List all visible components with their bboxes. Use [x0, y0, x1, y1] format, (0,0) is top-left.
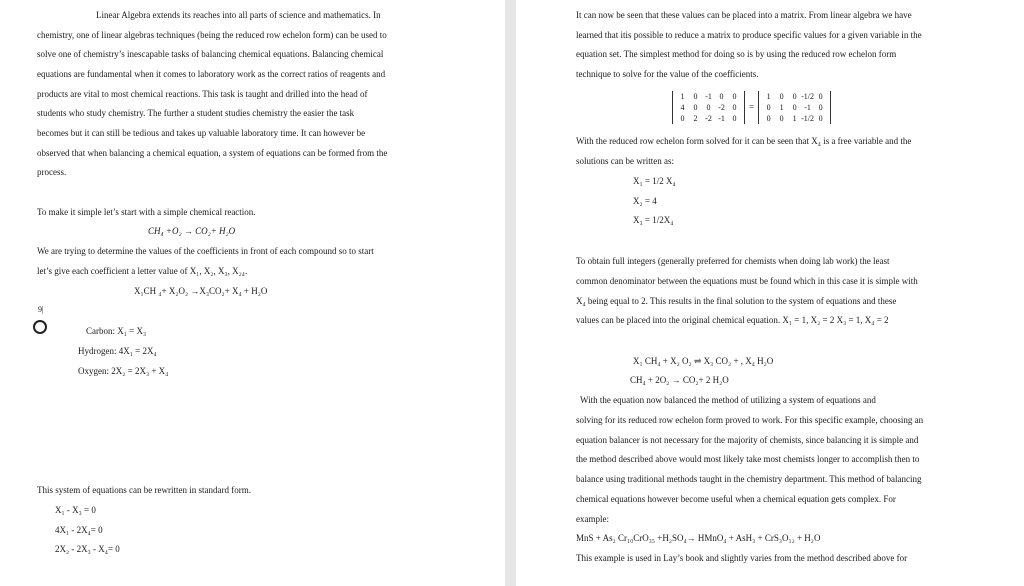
matrix-cell: 4 — [680, 102, 685, 112]
paragraph-line: let’s give each coefficient a letter value of X₁, X₂, X₃, X₂₄. — [37, 266, 248, 276]
matrix-cell: -1 — [804, 102, 811, 112]
matrix-cell: 0 — [779, 91, 784, 101]
chemical-equation: CH₄ +O₂ → CO₂+ H₂O — [148, 226, 236, 236]
element-equation: Hydrogen: 4X₁ = 2X₄ — [78, 346, 157, 356]
paragraph-line: observed that when balancing a chemical equation, a system of equations can be formed from the — [37, 148, 388, 158]
augmented-matrix — [672, 91, 745, 124]
paragraph-line: process. — [37, 167, 67, 177]
standard-form-equation: X₁ - X₃ = 0 — [55, 505, 96, 515]
paragraph-line: technique to solve for the value of the coefficients. — [576, 69, 759, 79]
paragraph-line: It can now be seen that these values can be placed into a matrix. From linear algebra we have — [576, 10, 912, 20]
matrix-cell: 0 — [693, 91, 698, 101]
matrix-cell: 0 — [706, 102, 711, 112]
standard-form-equation: 4X₁ - 2X₄= 0 — [55, 525, 103, 535]
paragraph-line: solve one of chemistry’s inescapable tasks of balancing chemical equations. Balancing chemical — [37, 49, 384, 59]
paragraph-line: X₄ being equal to 2. This results in the final solution to the system of equations and these — [576, 296, 897, 306]
paragraph-line: products are vital to most chemical reactions. This task is taught and drilled into the head of — [37, 89, 368, 99]
matrix-cell: 0 — [792, 91, 797, 101]
matrix-cell: 0 — [792, 102, 797, 112]
chemical-equation: X₁ CH₄ + X₂ O₂ ⇌ X₃ CO₂ + , X₄ H₂O — [633, 356, 774, 366]
text-caret: 9| — [38, 305, 44, 314]
paragraph-line: example: — [576, 514, 609, 524]
element-equation: Carbon: X₁ = X₃ — [86, 326, 147, 336]
paragraph-line: equations are fundamental when it comes to laboratory work as the correct ratios of reagents and — [37, 69, 386, 79]
paragraph-line: chemistry, one of linear algebras techniques (being the reduced row echelon form) can be used to — [37, 30, 387, 40]
element-equation: Oxygen: 2X₂ = 2X₃ + X₄ — [78, 366, 169, 376]
paragraph-line: equation set. The simplest method for doing so is by using the reduced row echelon form — [576, 49, 897, 59]
paragraph-line: common denominator between the equations must be found which in this case it is simple with — [576, 276, 918, 286]
matrix-cell: 1 — [779, 102, 784, 112]
paragraph-line: equation balancer is not necessary for the majority of chemists, since balancing it is simple and — [576, 435, 919, 445]
paragraph-line: values can be placed into the original chemical equation. X₁ = 1, X₂ = 2 X₃ = 1, X₄ = 2 — [576, 315, 889, 325]
paragraph-line: chemical equations however become useful when a chemical equation gets complex. For — [576, 494, 896, 504]
paragraph-line: With the reduced row echelon form solved for it can be seen that X₄ is a free variable and the — [576, 136, 912, 146]
paragraph-line: Linear Algebra extends its reaches into all parts of science and mathematics. In — [96, 10, 381, 20]
paragraph-line: To make it simple let’s start with a simple chemical reaction. — [37, 207, 256, 217]
matrix-cell: -1 — [705, 91, 712, 101]
matrix-cell: -1/2 — [801, 91, 815, 101]
cursor-circle-icon — [33, 320, 47, 334]
matrix-cell: 1 — [792, 113, 797, 123]
matrix-cell: 0 — [779, 113, 784, 123]
standard-form-equation: 2X₂ - 2X₃ - X₄= 0 — [55, 544, 120, 554]
paragraph-line: To obtain full integers (generally preferred for chemists when doing lab work) the least — [576, 256, 890, 266]
matrix-cell: -1/2 — [801, 113, 815, 123]
paragraph-line: solutions can be written as: — [576, 156, 674, 166]
matrix-cell: 0 — [732, 91, 737, 101]
paragraph-line: We are trying to determine the values of the coefficients in front of each compound so to start — [37, 246, 374, 256]
paragraph-line: This example is used in Lay’s book and slightly varies from the method described above for — [576, 553, 908, 563]
matrix-cell: 2 — [693, 113, 698, 123]
matrix-cell: 1 — [766, 91, 771, 101]
paragraph-line: the method described above would most likely take most chemists longer to accomplish then to — [576, 454, 920, 464]
matrix-cell: 0 — [732, 113, 737, 123]
matrix-equals: = — [749, 102, 755, 112]
matrix-cell: 0 — [818, 102, 823, 112]
paragraph-line: balance using traditional methods taught in the chemistry department. This method of balancing — [576, 474, 922, 484]
matrix-cell: 0 — [693, 102, 698, 112]
augmented-matrix-equation — [672, 90, 831, 124]
paragraph-line: students who study chemistry. The further a student studies chemistry the easier the task — [37, 108, 355, 118]
paragraph-line: learned that itis possible to reduce a matrix to produce specific values for a given variable in the — [576, 30, 922, 40]
paragraph-line: With the equation now balanced the method of utilizing a system of equations and — [580, 395, 876, 405]
paragraph-line: This system of equations can be rewritten in standard form. — [37, 485, 251, 495]
matrix-cell: 0 — [732, 102, 737, 112]
matrix-cell: -2 — [718, 102, 725, 112]
solution-equation: X₃ = 1/2X₄ — [633, 215, 674, 225]
reduced-matrix — [758, 91, 831, 124]
paragraph-line: solving for its reduced row echelon form proved to work. For this specific example, choosing an — [576, 415, 924, 425]
solution-equation: X₁ = 1/2 X₄ — [633, 176, 676, 186]
matrix-cell: 0 — [680, 113, 685, 123]
matrix-cell: -1 — [718, 113, 725, 123]
solution-equation: X₂ = 4 — [633, 196, 657, 206]
chemical-equation: X₁CH ₄+ X₂O₂ →X₃CO₂+ X₄ + H₂O — [134, 286, 268, 296]
matrix-cell: 0 — [818, 113, 823, 123]
matrix-cell: 0 — [766, 102, 771, 112]
matrix-cell: 0 — [766, 113, 771, 123]
matrix-cell: 0 — [818, 91, 823, 101]
chemical-equation: CH₄ + 2O₂ → CO₂+ 2 H₂O — [630, 375, 729, 385]
matrix-cell: -2 — [705, 113, 712, 123]
matrix-cell: 1 — [680, 91, 685, 101]
matrix-cell: 0 — [719, 91, 724, 101]
paragraph-line: becomes but it can still be tedious and takes up valuable laboratory time. It can however be — [37, 128, 366, 138]
chemical-equation: MnS + As₂ Cr₁₀CrO₃₅ +H₂SO₄→ HMnO₄ + AsH₃ + CrS₃O₁₂ + H₂O — [576, 533, 821, 543]
